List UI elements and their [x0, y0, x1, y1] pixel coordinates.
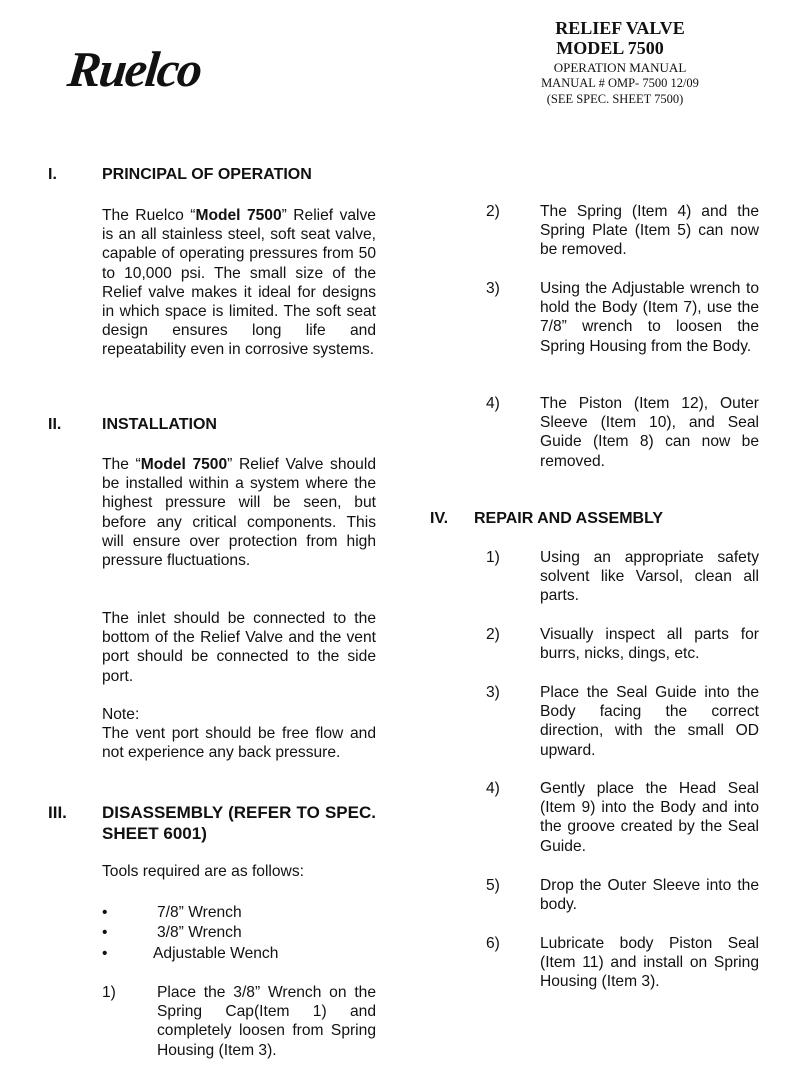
tool-item: 7/8” Wrench — [157, 904, 242, 921]
repair-step-text: Drop the Outer Sleeve into the body. — [540, 877, 759, 914]
doc-title: RELIEF VALVE — [555, 18, 685, 38]
doc-subtitle: OPERATION MANUAL — [553, 60, 687, 75]
repair-step-text: Gently place the Head Seal (Item 9) into the Body and into the groove created by the Seal Guide. — [540, 780, 759, 855]
tool-item: 3/8” Wrench — [157, 924, 242, 941]
section-1-title: PRINCIPAL OF OPERATION — [102, 166, 312, 183]
spec-reference: (SEE SPEC. SHEET 7500) — [546, 92, 684, 106]
repair-step-text: Using an appropriate safety solvent like Varsol, clean all parts. — [540, 549, 759, 605]
repair-step-number: 4) — [486, 780, 500, 797]
bullet-icon: • — [102, 945, 108, 962]
section-1-number: I. — [48, 166, 57, 183]
bullet-icon: • — [102, 904, 108, 921]
section-4-number: IV. — [430, 510, 449, 527]
section-4-title: REPAIR AND ASSEMBLY — [474, 510, 664, 527]
disassembly-step-3-number: 3) — [486, 280, 500, 297]
disassembly-step-3-text: Using the Adjustable wrench to hold the Body (Item 7), use the 7/8” wrench to loosen the Spring Housing from the Body. — [540, 280, 759, 355]
disassembly-step-4-text: The Piston (Item 12), Outer Sleeve (Item 10), and Seal Guide (Item 8) can now be removed. — [540, 395, 759, 470]
repair-step-number: 6) — [486, 935, 500, 952]
disassembly-step-2-number: 2) — [486, 203, 500, 220]
disassembly-step-1-text: Place the 3/8” Wrench on the Spring Cap(Item 1) and completely loosen from Spring Housing (Item 3). — [157, 984, 376, 1059]
tool-item: Adjustable Wench — [153, 945, 279, 962]
note-text: The vent port should be free flow and not experience any back pressure. — [102, 725, 376, 762]
repair-step-text: Lubricate body Piston Seal (Item 11) and install on Spring Housing (Item 3). — [540, 935, 759, 991]
ruelco-logo: Ruelco — [65, 41, 204, 97]
repair-step-number: 3) — [486, 684, 500, 701]
section-2-number: II. — [48, 416, 62, 433]
section-3-number: III. — [48, 803, 67, 822]
manual-number: MANUAL # OMP- 7500 12/09 — [541, 76, 699, 90]
doc-model: MODEL 7500 — [556, 38, 664, 58]
installation-paragraph-2: The inlet should be connected to the bottom of the Relief Valve and the vent port should be connected to the side port. — [102, 610, 376, 685]
repair-step-number: 1) — [486, 549, 500, 566]
section-3-title: DISASSEMBLY (REFER TO SPEC. SHEET 6001) — [102, 803, 376, 843]
repair-step-number: 5) — [486, 877, 500, 894]
disassembly-step-2-text: The Spring (Item 4) and the Spring Plate (Item 5) can now be removed. — [540, 203, 759, 259]
tools-intro: Tools required are as follows: — [102, 863, 304, 880]
repair-step-number: 2) — [486, 626, 500, 643]
section-2-title: INSTALLATION — [102, 416, 217, 433]
section-1-paragraph: The Ruelco “Model 7500” Relief valve is an all stainless steel, soft seat valve, capable of operating pressures from 50 to 10,000 psi. The small size of the Relief valve makes it ideal for designs in which space is limited. The soft seat design ensures long life and repeatability even in corrosive systems. — [102, 207, 376, 359]
note-label: Note: — [102, 706, 140, 723]
repair-step-text: Visually inspect all parts for burrs, nicks, dings, etc. — [540, 626, 759, 663]
disassembly-step-1-number: 1) — [102, 984, 116, 1001]
disassembly-step-4-number: 4) — [486, 395, 500, 412]
repair-step-text: Place the Seal Guide into the Body facing the correct direction, with the small OD upward. — [540, 684, 759, 759]
installation-paragraph-1: The “Model 7500” Relief Valve should be installed within a system where the highest pressure will be seen, but before any critical components. This will ensure over protection from high pressure fluctuations. — [102, 456, 376, 570]
bullet-icon: • — [102, 924, 108, 941]
